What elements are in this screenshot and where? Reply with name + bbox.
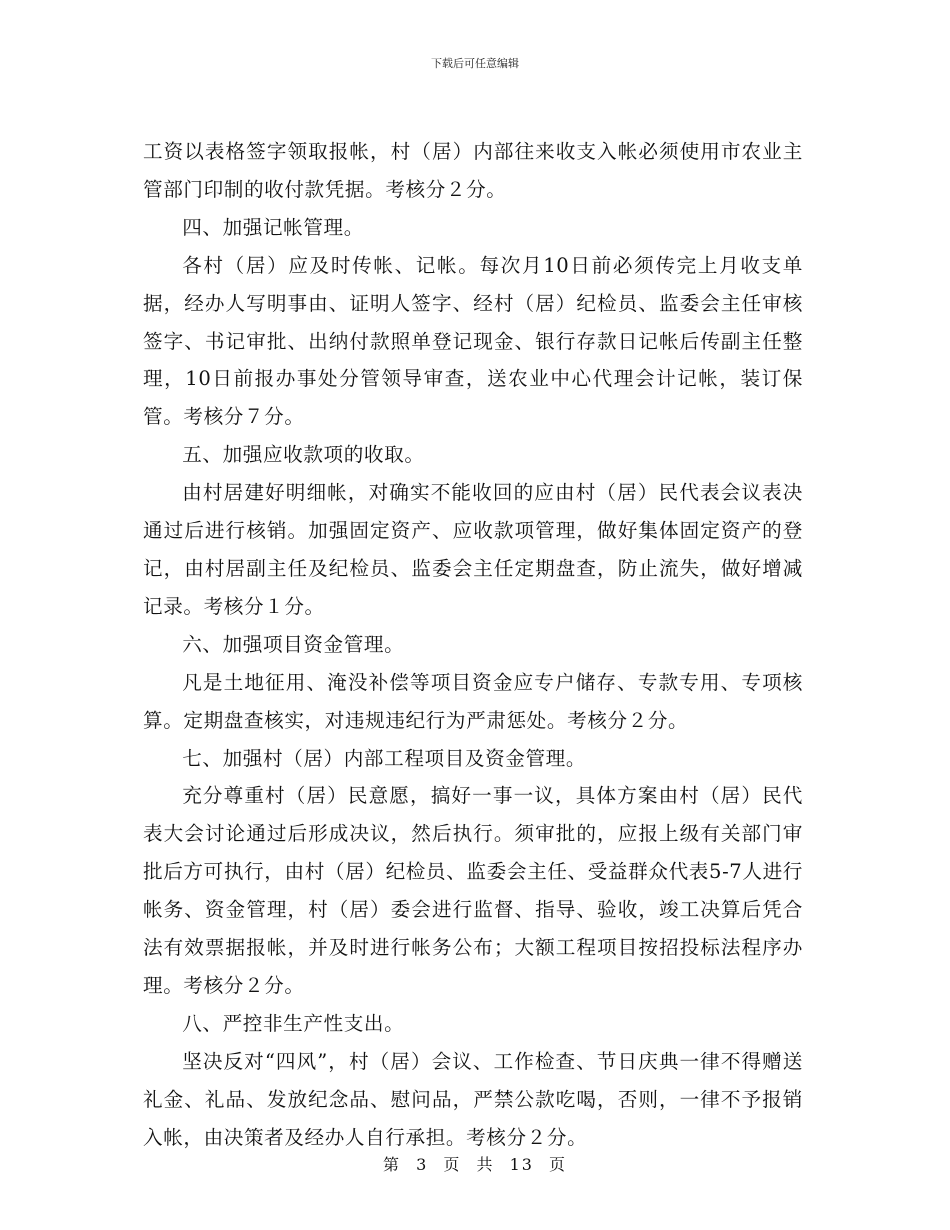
- footer-page-word: 页: [443, 1155, 462, 1174]
- paragraph: 各村（居）应及时传帐、记帐。每次月10日前必须传完上月收支单据，经办人写明事由、证明人签字、经村（居）纪检员、监委会主任审核签字、书记审批、出纳付款照单登记现金、银行存款日记帐后传副主任整理，10日前报办事处分管领导审查，送农业中心代理会计记帐，装订保管。考核分７分。: [143, 253, 803, 429]
- paragraph: 充分尊重村（居）民意愿，搞好一事一议，具体方案由村（居）民代表大会讨论通过后形成决议，然后执行。须审批的，应报上级有关部门审批后方可执行，由村（居）纪检员、监委会主任、受益群众代表5-7人进行帐务、资金管理，村（居）委会进行监督、指导、验收，竣工决算后凭合法有效票据报帐，并及时进行帐务公布；大额工程项目按招投标法程序办理。考核分２分。: [143, 784, 803, 997]
- paragraph: 坚决反对“四风”，村（居）会议、工作检查、节日庆典一律不得赠送礼金、礼品、发放纪念品、慰问品，严禁公款吃喝，否则，一律不予报销入帐，由决策者及经办人自行承担。考核分２分。: [143, 1049, 803, 1149]
- body-text: [143, 133, 803, 1156]
- paragraph: 凡是土地征用、淹没补偿等项目资金应专户储存、专款专用、专项核算。定期盘查核实，对违规违纪行为严肃惩处。考核分２分。: [143, 670, 803, 732]
- footer-suffix: 页: [549, 1155, 568, 1174]
- section-heading: 八、严控非生产性支出。: [182, 1011, 405, 1035]
- footer-total-word: 共: [476, 1155, 495, 1174]
- section-heading: 七、加强村（居）内部工程项目及资金管理。: [182, 746, 587, 770]
- page-number-footer: [0, 1152, 950, 1175]
- paragraph: 工资以表格签字领取报帐，村（居）内部往来收支入帐必须使用市农业主管部门印制的收付款凭据。考核分２分。: [143, 140, 803, 201]
- paragraph: 由村居建好明细帐，对确实不能收回的应由村（居）民代表会议表决通过后进行核销。加强固定资产、应收款项管理，做好集体固定资产的登记，由村居副主任及纪检员、监委会主任定期盘查，防止流失，做好增减记录。考核分１分。: [143, 481, 803, 618]
- section-heading: 五、加强应收款项的收取。: [182, 443, 425, 467]
- footer-current-page: 3: [416, 1155, 429, 1174]
- header-note: 下载后可任意编辑: [431, 57, 519, 70]
- section-heading: 四、加强记帐管理。: [182, 215, 364, 239]
- section-heading: 六、加强项目资金管理。: [182, 632, 405, 656]
- footer-total-pages: 13: [509, 1155, 534, 1174]
- footer-prefix: 第: [382, 1155, 401, 1174]
